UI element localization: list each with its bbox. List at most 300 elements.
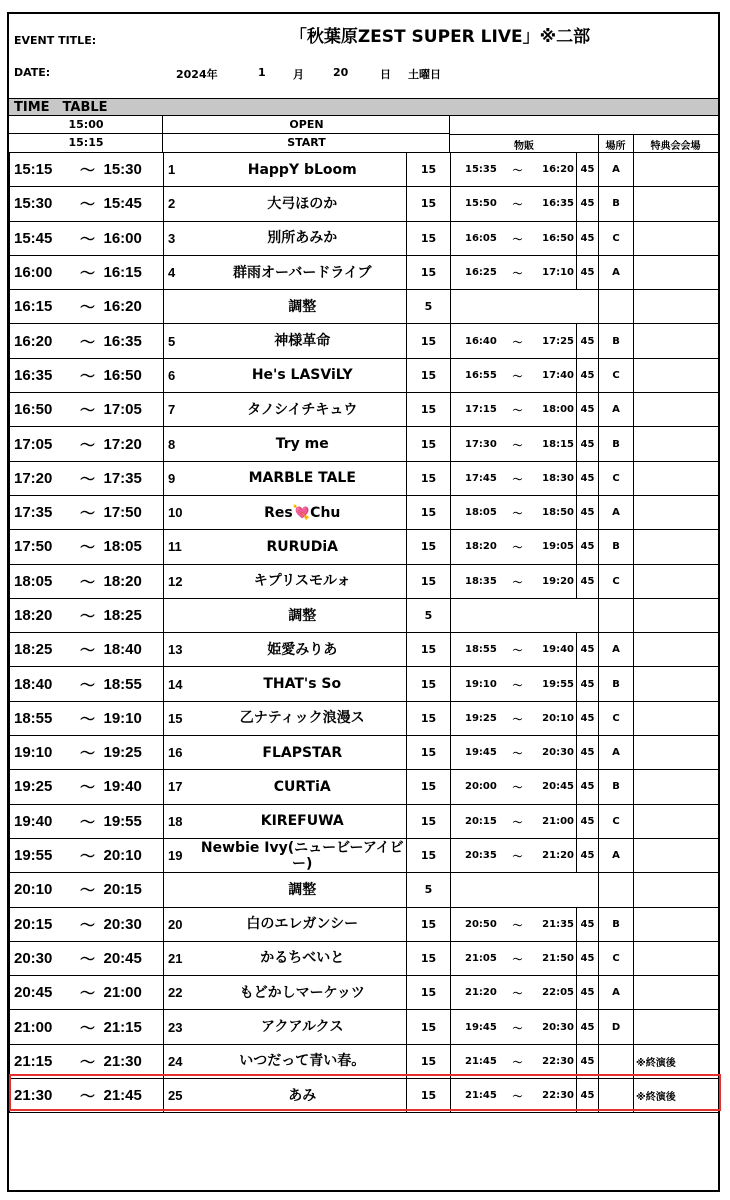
goods-duration: 45 — [577, 770, 599, 804]
act-number: 1 — [164, 153, 199, 187]
timetable-body — [10, 153, 719, 1113]
end-time: 17:35 — [104, 461, 164, 495]
act-name: Newbie Ivy(ニュービーアイビー) — [199, 838, 407, 872]
tokuten-venue — [634, 153, 719, 187]
act-name: Try me — [199, 427, 407, 461]
start-time: 21:00 — [10, 1010, 72, 1044]
duration: 15 — [407, 770, 451, 804]
goods-end: 19:05 — [533, 530, 577, 564]
act-name: あみ — [199, 1079, 407, 1113]
tilde: ～ — [72, 976, 104, 1010]
table-row — [10, 736, 719, 770]
goods-duration: 45 — [577, 461, 599, 495]
goods-tilde: ～ — [503, 324, 533, 358]
place: B — [599, 530, 634, 564]
end-time: 18:25 — [104, 598, 164, 632]
act-number: 11 — [164, 530, 199, 564]
act-number: 23 — [164, 1010, 199, 1044]
end-time: 20:30 — [104, 907, 164, 941]
tokuten-venue — [634, 427, 719, 461]
tilde: ～ — [72, 907, 104, 941]
duration: 15 — [407, 633, 451, 667]
duration: 15 — [407, 393, 451, 427]
goods-empty — [451, 598, 599, 632]
goods-start: 20:50 — [451, 907, 503, 941]
tokuten-venue — [634, 667, 719, 701]
tilde: ～ — [72, 873, 104, 907]
tokuten-venue — [634, 290, 719, 324]
end-time: 20:15 — [104, 873, 164, 907]
act-number: 10 — [164, 495, 199, 529]
start-time: 15:15 — [68, 136, 104, 149]
table-row — [10, 838, 719, 872]
goods-end: 18:15 — [533, 427, 577, 461]
goods-end: 20:30 — [533, 736, 577, 770]
act-number — [164, 873, 199, 907]
table-row — [10, 1010, 719, 1044]
tokuten-venue — [634, 907, 719, 941]
tilde: ～ — [72, 187, 104, 221]
goods-duration: 45 — [577, 941, 599, 975]
act-name: 調整 — [199, 873, 407, 907]
end-time: 18:20 — [104, 564, 164, 598]
tilde: ～ — [72, 598, 104, 632]
act-name: 群雨オーバードライブ — [199, 255, 407, 289]
table-row — [10, 598, 719, 632]
place: A — [599, 838, 634, 872]
timetable — [9, 152, 719, 1113]
act-name: アクアルクス — [199, 1010, 407, 1044]
end-time: 18:05 — [104, 530, 164, 564]
table-row — [10, 701, 719, 735]
act-number: 7 — [164, 393, 199, 427]
start-time: 19:40 — [10, 804, 72, 838]
place — [599, 598, 634, 632]
end-time: 16:00 — [104, 221, 164, 255]
tilde: ～ — [72, 358, 104, 392]
duration: 15 — [407, 667, 451, 701]
duration: 15 — [407, 324, 451, 358]
tokuten-venue: ※終演後 — [634, 1079, 719, 1113]
act-name: KIREFUWA — [199, 804, 407, 838]
goods-end: 17:25 — [533, 324, 577, 358]
goods-header-top-line — [450, 134, 718, 135]
goods-tilde: ～ — [503, 358, 533, 392]
tilde: ～ — [72, 701, 104, 735]
goods-start: 20:35 — [451, 838, 503, 872]
goods-tilde: ～ — [503, 1010, 533, 1044]
goods-start: 21:45 — [451, 1044, 503, 1078]
goods-tilde: ～ — [503, 564, 533, 598]
goods-tilde: ～ — [503, 804, 533, 838]
date-year: 2024年 — [176, 68, 218, 81]
place: B — [599, 770, 634, 804]
place: B — [599, 907, 634, 941]
date-day-unit: 日 — [380, 68, 391, 81]
event-title-label: EVENT TITLE: — [14, 34, 97, 47]
table-row — [10, 941, 719, 975]
place: B — [599, 667, 634, 701]
start-time: 16:35 — [10, 358, 72, 392]
tokuten-venue — [634, 1010, 719, 1044]
act-number: 9 — [164, 461, 199, 495]
place: C — [599, 358, 634, 392]
goods-empty — [451, 873, 599, 907]
table-row — [10, 633, 719, 667]
tilde: ～ — [72, 221, 104, 255]
place: A — [599, 976, 634, 1010]
goods-end: 16:20 — [533, 153, 577, 187]
act-name: キプリスモルォ — [199, 564, 407, 598]
goods-tilde: ～ — [503, 1044, 533, 1078]
act-name: 姫愛みりあ — [199, 633, 407, 667]
end-time: 15:30 — [104, 153, 164, 187]
act-name: 乙ナティック浪漫ス — [199, 701, 407, 735]
goods-duration: 45 — [577, 976, 599, 1010]
tilde: ～ — [72, 530, 104, 564]
table-row — [10, 427, 719, 461]
table-row — [10, 221, 719, 255]
goods-duration: 45 — [577, 358, 599, 392]
goods-duration: 45 — [577, 153, 599, 187]
table-row — [10, 1079, 719, 1113]
goods-tilde: ～ — [503, 701, 533, 735]
goods-start: 17:45 — [451, 461, 503, 495]
act-name: いつだって青い春。 — [199, 1044, 407, 1078]
duration: 15 — [407, 941, 451, 975]
tokuten-venue — [634, 838, 719, 872]
goods-duration: 45 — [577, 530, 599, 564]
end-time: 18:55 — [104, 667, 164, 701]
date-month: 1 — [258, 66, 266, 79]
goods-end: 19:40 — [533, 633, 577, 667]
tilde: ～ — [72, 1044, 104, 1078]
place — [599, 1044, 634, 1078]
start-time: 19:10 — [10, 736, 72, 770]
tokuten-venue — [634, 358, 719, 392]
goods-tilde: ～ — [503, 736, 533, 770]
start-time: 20:15 — [10, 907, 72, 941]
goods-end: 22:30 — [533, 1044, 577, 1078]
goods-duration: 45 — [577, 804, 599, 838]
act-name: 神様革命 — [199, 324, 407, 358]
goods-tilde: ～ — [503, 838, 533, 872]
tilde: ～ — [72, 1010, 104, 1044]
end-time: 17:05 — [104, 393, 164, 427]
goods-start: 21:05 — [451, 941, 503, 975]
table-row — [10, 255, 719, 289]
table-row — [10, 873, 719, 907]
act-name: かるちべいと — [199, 941, 407, 975]
tilde: ～ — [72, 770, 104, 804]
table-row — [10, 976, 719, 1010]
goods-end: 20:30 — [533, 1010, 577, 1044]
act-name: 調整 — [199, 290, 407, 324]
tokuten-venue: ※終演後 — [634, 1044, 719, 1078]
end-time: 16:20 — [104, 290, 164, 324]
place: A — [599, 736, 634, 770]
goods-duration: 45 — [577, 495, 599, 529]
table-row — [10, 564, 719, 598]
end-time: 16:50 — [104, 358, 164, 392]
tokuten-venue — [634, 941, 719, 975]
tokuten-venue — [634, 393, 719, 427]
goods-end: 18:30 — [533, 461, 577, 495]
start-time: 16:50 — [10, 393, 72, 427]
start-label: START — [287, 136, 326, 149]
goods-end: 22:30 — [533, 1079, 577, 1113]
start-time: 15:15 — [10, 153, 72, 187]
end-time: 19:10 — [104, 701, 164, 735]
start-time: 18:40 — [10, 667, 72, 701]
start-time: 20:10 — [10, 873, 72, 907]
tokuten-venue — [634, 324, 719, 358]
place: C — [599, 701, 634, 735]
tilde: ～ — [72, 736, 104, 770]
act-number — [164, 290, 199, 324]
tilde: ～ — [72, 290, 104, 324]
table-row — [10, 907, 719, 941]
duration: 15 — [407, 153, 451, 187]
date-weekday: 土曜日 — [408, 68, 441, 81]
end-time: 15:45 — [104, 187, 164, 221]
end-time: 19:25 — [104, 736, 164, 770]
tokuten-venue — [634, 976, 719, 1010]
start-time: 20:45 — [10, 976, 72, 1010]
goods-tilde: ～ — [503, 907, 533, 941]
goods-start: 21:45 — [451, 1079, 503, 1113]
goods-start: 16:55 — [451, 358, 503, 392]
place: A — [599, 255, 634, 289]
tilde: ～ — [72, 633, 104, 667]
act-name: RURUDiA — [199, 530, 407, 564]
tokuten-venue — [634, 495, 719, 529]
tilde: ～ — [72, 461, 104, 495]
duration: 15 — [407, 358, 451, 392]
tokuten-venue — [634, 221, 719, 255]
end-time: 20:45 — [104, 941, 164, 975]
end-time: 19:55 — [104, 804, 164, 838]
goods-end: 21:50 — [533, 941, 577, 975]
act-name: 白のエレガンシー — [199, 907, 407, 941]
act-number: 15 — [164, 701, 199, 735]
goods-tilde: ～ — [503, 153, 533, 187]
duration: 15 — [407, 461, 451, 495]
start-time: 18:25 — [10, 633, 72, 667]
act-number: 14 — [164, 667, 199, 701]
event-title: 「秋葉原ZEST SUPER LIVE」※二部 — [289, 27, 591, 47]
table-row — [10, 187, 719, 221]
act-name: FLAPSTAR — [199, 736, 407, 770]
end-time: 20:10 — [104, 838, 164, 872]
duration: 5 — [407, 598, 451, 632]
table-row — [10, 495, 719, 529]
goods-end: 20:10 — [533, 701, 577, 735]
goods-tilde: ～ — [503, 461, 533, 495]
place: C — [599, 221, 634, 255]
act-name: CURTiA — [199, 770, 407, 804]
act-number: 17 — [164, 770, 199, 804]
end-time: 16:15 — [104, 255, 164, 289]
start-time: 21:15 — [10, 1044, 72, 1078]
place: C — [599, 804, 634, 838]
act-number: 12 — [164, 564, 199, 598]
table-row — [10, 804, 719, 838]
tokuten-venue — [634, 564, 719, 598]
act-name: もどかしマーケッツ — [199, 976, 407, 1010]
act-number: 6 — [164, 358, 199, 392]
goods-tilde: ～ — [503, 976, 533, 1010]
goods-start: 19:45 — [451, 1010, 503, 1044]
goods-tilde: ～ — [503, 495, 533, 529]
goods-duration: 45 — [577, 1079, 599, 1113]
tokuten-venue — [634, 530, 719, 564]
place-header: 場所 — [605, 141, 626, 152]
goods-end: 21:00 — [533, 804, 577, 838]
act-number: 8 — [164, 427, 199, 461]
tilde: ～ — [72, 1079, 104, 1113]
act-name: Res💘Chu — [199, 495, 407, 529]
act-number: 20 — [164, 907, 199, 941]
goods-end: 22:05 — [533, 976, 577, 1010]
goods-tilde: ～ — [503, 530, 533, 564]
tokuten-venue — [634, 255, 719, 289]
goods-tilde: ～ — [503, 770, 533, 804]
start-time: 20:30 — [10, 941, 72, 975]
place: B — [599, 324, 634, 358]
goods-tilde: ～ — [503, 427, 533, 461]
tilde: ～ — [72, 667, 104, 701]
goods-duration: 45 — [577, 324, 599, 358]
goods-start: 17:15 — [451, 393, 503, 427]
goods-start: 19:25 — [451, 701, 503, 735]
open-label: OPEN — [289, 118, 324, 131]
duration: 15 — [407, 838, 451, 872]
tilde: ～ — [72, 838, 104, 872]
goods-start: 18:35 — [451, 564, 503, 598]
goods-duration: 45 — [577, 1044, 599, 1078]
tokuten-venue — [634, 598, 719, 632]
goods-end: 16:35 — [533, 187, 577, 221]
tilde: ～ — [72, 153, 104, 187]
place: D — [599, 1010, 634, 1044]
goods-end: 20:45 — [533, 770, 577, 804]
act-number: 21 — [164, 941, 199, 975]
start-time: 19:25 — [10, 770, 72, 804]
table-row — [10, 461, 719, 495]
duration: 15 — [407, 187, 451, 221]
place: C — [599, 941, 634, 975]
act-number: 19 — [164, 838, 199, 872]
goods-start: 17:30 — [451, 427, 503, 461]
goods-duration: 45 — [577, 736, 599, 770]
end-time: 21:00 — [104, 976, 164, 1010]
end-time: 21:15 — [104, 1010, 164, 1044]
place — [599, 873, 634, 907]
place: C — [599, 564, 634, 598]
goods-tilde: ～ — [503, 1079, 533, 1113]
goods-duration: 45 — [577, 187, 599, 221]
tokuten-venue — [634, 187, 719, 221]
section-title: TIME TABLE — [9, 98, 718, 116]
duration: 15 — [407, 221, 451, 255]
act-number: 2 — [164, 187, 199, 221]
goods-duration: 45 — [577, 701, 599, 735]
start-time: 17:50 — [10, 530, 72, 564]
goods-duration: 45 — [577, 907, 599, 941]
goods-start: 20:15 — [451, 804, 503, 838]
goods-end: 19:55 — [533, 667, 577, 701]
start-time: 16:00 — [10, 255, 72, 289]
end-time: 17:20 — [104, 427, 164, 461]
goods-end: 18:50 — [533, 495, 577, 529]
table-row — [10, 290, 719, 324]
end-time: 21:45 — [104, 1079, 164, 1113]
end-time: 21:30 — [104, 1044, 164, 1078]
place: A — [599, 153, 634, 187]
tokuten-venue — [634, 873, 719, 907]
start-time: 17:20 — [10, 461, 72, 495]
act-name: 別所あみか — [199, 221, 407, 255]
goods-duration: 45 — [577, 667, 599, 701]
act-name: THAT's So — [199, 667, 407, 701]
table-row — [10, 770, 719, 804]
duration: 5 — [407, 290, 451, 324]
tilde: ～ — [72, 324, 104, 358]
act-name: タノシイチキュウ — [199, 393, 407, 427]
duration: 15 — [407, 1044, 451, 1078]
duration: 15 — [407, 530, 451, 564]
goods-start: 18:05 — [451, 495, 503, 529]
place: B — [599, 187, 634, 221]
tokuten-venue — [634, 804, 719, 838]
table-row — [10, 530, 719, 564]
goods-duration: 45 — [577, 255, 599, 289]
place: B — [599, 427, 634, 461]
act-name: HappY bLoom — [199, 153, 407, 187]
act-number: 18 — [164, 804, 199, 838]
goods-tilde: ～ — [503, 255, 533, 289]
goods-header: 物販 — [514, 141, 534, 152]
duration: 15 — [407, 564, 451, 598]
goods-end: 18:00 — [533, 393, 577, 427]
goods-start: 16:25 — [451, 255, 503, 289]
start-time: 18:05 — [10, 564, 72, 598]
act-number: 3 — [164, 221, 199, 255]
goods-duration: 45 — [577, 427, 599, 461]
duration: 15 — [407, 1079, 451, 1113]
tokuten-venue — [634, 770, 719, 804]
goods-tilde: ～ — [503, 667, 533, 701]
goods-duration: 45 — [577, 633, 599, 667]
tilde: ～ — [72, 427, 104, 461]
goods-duration: 45 — [577, 1010, 599, 1044]
goods-start: 19:45 — [451, 736, 503, 770]
end-time: 18:40 — [104, 633, 164, 667]
tilde: ～ — [72, 941, 104, 975]
duration: 15 — [407, 495, 451, 529]
tokuten-venue — [634, 701, 719, 735]
duration: 5 — [407, 873, 451, 907]
tokuten-header: 特典会会場 — [650, 141, 701, 152]
goods-start: 21:20 — [451, 976, 503, 1010]
tokuten-venue — [634, 633, 719, 667]
tilde: ～ — [72, 564, 104, 598]
duration: 15 — [407, 701, 451, 735]
start-time: 16:20 — [10, 324, 72, 358]
start-time: 15:30 — [10, 187, 72, 221]
tokuten-venue — [634, 736, 719, 770]
